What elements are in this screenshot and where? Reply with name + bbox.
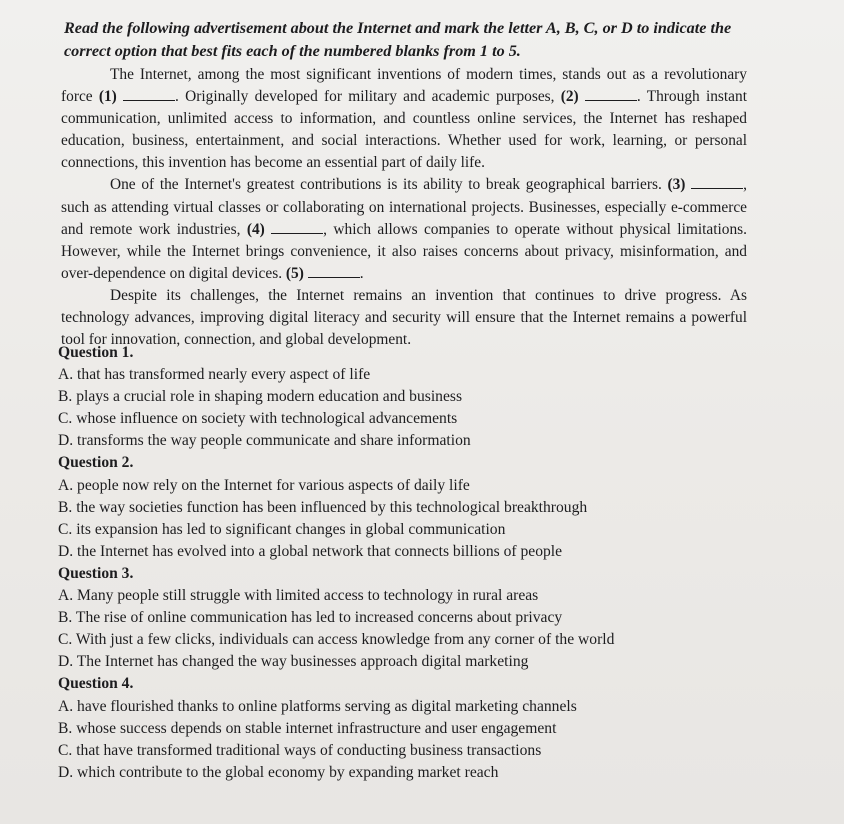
passage-text: . <box>359 264 364 282</box>
passage-text: The Internet, among the most significant inventions of modern times, stands out as a revolutionary force <box>61 66 747 106</box>
question-1 <box>58 342 698 452</box>
reading-passage <box>61 64 747 351</box>
option-a: A. Many people still struggle with limited access to technology in rural areas <box>58 587 539 605</box>
passage-text: . Originally developed for military and academic purposes, <box>175 88 561 106</box>
option-d: D. transforms the way people communicate and share information <box>58 432 471 450</box>
blank-line-2 <box>585 88 637 101</box>
option-a: A. people now rely on the Internet for various aspects of daily life <box>58 476 470 494</box>
option-c: C. that have transformed traditional ways of conducting business transactions <box>58 741 542 759</box>
passage-text: One of the Internet's greatest contributions is its ability to break geographical barriers. <box>110 176 668 194</box>
question-list <box>58 342 698 784</box>
instruction-text: Read the following advertisement about the Internet and mark the letter A, B, C, or D to indicate the correct option that best fits each of the numbered blanks from 1 to 5. <box>64 19 732 60</box>
blank-line-3 <box>691 176 743 189</box>
blank-label-4: (4) <box>246 220 265 238</box>
option-b: B. whose success depends on stable internet infrastructure and user engagement <box>58 719 557 737</box>
passage-paragraph-2 <box>61 174 747 284</box>
passage-text: . Through instant communication, unlimited access to information, and countless online services, the Internet has reshaped education, business, entertainment, and social interactions. Whether used for work, learning, or personal connections, this invention has become an essential part of daily life. <box>61 88 747 172</box>
blank-label-2: (2) <box>560 88 579 106</box>
option-d: D. which contribute to the global economy by expanding market reach <box>58 763 499 781</box>
option-d: D. the Internet has evolved into a global network that connects billions of people <box>58 542 563 560</box>
option-a: A. have flourished thanks to online platforms serving as digital marketing channels <box>58 697 577 715</box>
blank-label-5: (5) <box>285 264 304 282</box>
question-4 <box>58 673 698 783</box>
option-b: B. plays a crucial role in shaping modern education and business <box>58 388 463 406</box>
option-b: B. the way societies function has been influenced by this technological breakthrough <box>58 498 588 516</box>
passage-paragraph-3: Despite its challenges, the Internet remains an invention that continues to drive progress. As technology advances, improving digital literacy and security will ensure that the Internet remains a powerful tool for innovation, connection, and global development. <box>61 286 747 349</box>
blank-line-4 <box>271 221 323 234</box>
question-2 <box>58 452 698 562</box>
passage-text: , which allows companies to operate without physical limitations. However, while the Internet brings convenience, it also raises concerns about privacy, misinformation, and over-dependence on digital devices. <box>61 220 747 282</box>
question-title: Question 4. <box>58 675 134 693</box>
option-c: C. With just a few clicks, individuals can access knowledge from any corner of the world <box>58 631 615 649</box>
option-d: D. The Internet has changed the way businesses approach digital marketing <box>58 653 529 671</box>
question-3 <box>58 563 698 673</box>
option-c: C. its expansion has led to significant changes in global communication <box>58 520 506 538</box>
blank-line-1 <box>123 88 175 101</box>
blank-label-1: (1) <box>98 88 117 106</box>
blank-label-3: (3) <box>667 176 686 194</box>
option-c: C. whose influence on society with technological advancements <box>58 410 458 428</box>
question-title: Question 2. <box>58 454 134 472</box>
passage-text: , such as attending virtual classes or collaborating on international projects. Businesses, especially e-commerce and remote work industries, <box>61 176 747 238</box>
blank-line-5 <box>308 265 360 278</box>
option-b: B. The rise of online communication has led to increased concerns about privacy <box>58 609 563 627</box>
question-title: Question 1. <box>58 344 134 361</box>
passage-paragraph-1 <box>61 64 747 174</box>
option-a: A. that has transformed nearly every aspect of life <box>58 366 371 384</box>
question-title: Question 3. <box>58 564 134 582</box>
